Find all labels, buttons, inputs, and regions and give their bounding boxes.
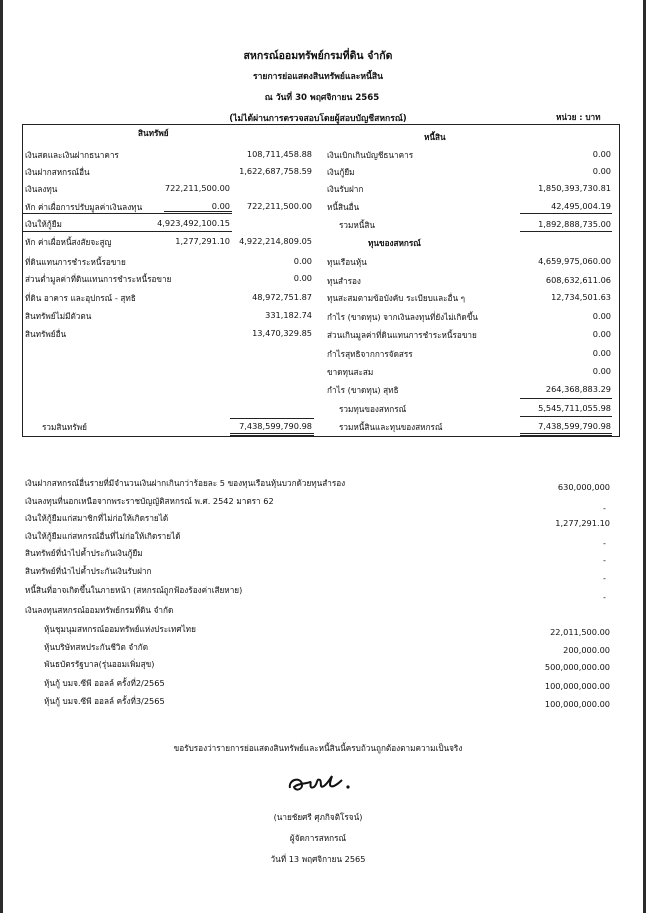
investment-row-value: 100,000,000.00	[544, 681, 610, 691]
total-equity-label: รวมทุนของสหกรณ์	[339, 404, 407, 414]
asset-row-label: เงินฝากสหกรณ์อื่น	[25, 167, 90, 177]
asset-row-value: 4,922,214,809.05	[239, 236, 312, 246]
note-label: เงินลงทุนที่นอกเหนือจากพระราชบัญญัติสหกรณ์ พ.ศ. 2542 มาตรา 62	[25, 496, 274, 506]
report-title: รายการย่อแสดงสินทรัพย์และหนี้สิน	[252, 72, 384, 82]
liability-row-label: หนี้สินอื่น	[327, 202, 360, 212]
report-date: ณ วันที่ 30 พฤศจิกายน 2565	[264, 93, 380, 103]
equity-row-label: ทุนสะสมตามข้อบังคับ ระเบียบและอื่น ๆ	[327, 293, 466, 303]
note-label: เงินให้กู้ยืมแก่สหกรณ์อื่นที่ไม่ก่อให้เกิดรายได้	[25, 531, 181, 541]
audit-note: (ไม่ได้ผ่านการตรวจสอบโดยผู้สอบบัญชีสหกรณ์)	[229, 114, 407, 124]
asset-row-value: 13,470,329.85	[252, 328, 312, 338]
asset-row-value: 0.00	[293, 256, 312, 266]
asset-row-value: 0.00	[293, 273, 312, 283]
total-assets-double-rule-2	[230, 435, 314, 436]
investment-row-label: หุ้นกู้ บมจ.ซีพี ออลล์ ครั้งที่3/2565	[44, 696, 165, 706]
asset-row-label: สินทรัพย์ไม่มีตัวตน	[25, 311, 92, 321]
liability-row-label: เงินกู้ยืม	[327, 167, 355, 177]
liabilities-heading: หนี้สิน	[424, 132, 446, 142]
investment-row-label: หุ้นบริษัทสหประกันชีวิต จำกัด	[44, 642, 149, 652]
equity-total-rule	[520, 398, 612, 399]
investment-row-label: พันธบัตรรัฐบาล(รุ่นออมเพิ่มสุข)	[44, 659, 155, 669]
table-bottom-rule	[22, 436, 620, 437]
equity-row-value: 0.00	[592, 348, 611, 358]
asset-row-subvalue: 0.00	[211, 201, 230, 211]
asset-row-label: หัก ค่าเผื่อหนี้สงสัยจะสูญ	[25, 237, 112, 247]
asset-row-label: ที่ดินแทนการชำระหนี้รอขาย	[25, 257, 126, 267]
equity-total-underline	[520, 416, 612, 417]
liability-row-value: 1,850,393,730.81	[538, 183, 611, 193]
investment-row-value: 200,000.00	[563, 645, 610, 655]
equity-row-value: 0.00	[592, 311, 611, 321]
total-equity-value: 5,545,711,055.98	[538, 403, 611, 413]
signature	[286, 770, 356, 796]
liability-row-label: เงินเบิกเกินบัญชีธนาคาร	[327, 150, 414, 160]
total-assets-top-rule	[230, 418, 314, 419]
note-label: หนี้สินที่อาจเกิดขึ้นในภายหน้า (สหกรณ์ถูกฟ้องร้องค่าเสียหาย)	[25, 585, 243, 595]
total-assets-double-rule-1	[230, 433, 314, 434]
total-liabilities-label: รวมหนี้สิน	[339, 220, 375, 230]
asset-row-label: เงินสดและเงินฝากธนาคาร	[25, 150, 119, 160]
equity-row-value: 608,632,611.06	[545, 275, 611, 285]
investment-row-value: 500,000,000.00	[544, 662, 610, 672]
asset-row-label: ที่ดิน อาคาร และอุปกรณ์ - สุทธิ	[25, 293, 136, 303]
equity-row-label: ทุนสำรอง	[327, 276, 361, 286]
certification-text: ขอรับรองว่ารายการย่อแสดงสินทรัพย์และหนี้สินนี้ครบถ้วนถูกต้องตามความเป็นจริง	[173, 743, 463, 753]
note-value: -	[603, 538, 606, 548]
asset-row-value: 1,622,687,758.59	[239, 166, 312, 176]
note-value: -	[603, 503, 606, 513]
table-top-rule	[22, 124, 619, 125]
sign-date: วันที่ 13 พฤศจิกายน 2565	[270, 854, 366, 864]
asset-row-subvalue: 1,277,291.10	[175, 236, 230, 246]
signer-name: (นายชัยศรี ศุภกิจติโรจน์)	[273, 812, 363, 822]
note-label: สินทรัพย์ที่นำไปค้ำประกันเงินกู้ยืม	[25, 548, 143, 558]
asset-row-label: หัก ค่าเผื่อการปรับมูลค่าเงินลงทุน	[25, 202, 143, 212]
equity-row-value: 4,659,975,060.00	[538, 256, 611, 266]
table-left-rule	[22, 124, 23, 436]
note-label: เงินฝากสหกรณ์อื่นรายที่มีจำนวนเงินฝากเกินกว่าร้อยละ 5 ของทุนเรือนหุ้นบวกด้วยทุนสำรอง	[25, 478, 346, 488]
investment-row-label: หุ้นกู้ บมจ.ซีพี ออลล์ ครั้งที่2/2565	[44, 678, 165, 688]
grand-total-value: 7,438,599,790.98	[538, 421, 611, 431]
equity-row-label: ส่วนเกินมูลค่าที่ดินแทนการชำระหนี้รอขาย	[327, 330, 477, 340]
asset-row-subvalue: 4,923,492,100.15	[157, 218, 230, 228]
equity-row-label: กำไร (ขาดทุน) สุทธิ	[327, 385, 399, 395]
asset-row-value: 48,972,751.87	[252, 292, 312, 302]
assets-heading: สินทรัพย์	[138, 128, 169, 138]
asset-row-label: เงินลงทุน	[25, 184, 58, 194]
equity-heading: ทุนของสหกรณ์	[368, 238, 421, 248]
total-assets-label: รวมสินทรัพย์	[42, 422, 87, 432]
asset-row-separator	[22, 213, 232, 214]
asset-row-label: ส่วนต่ำมูลค่าที่ดินแทนการชำระหนี้รอขาย	[25, 274, 172, 284]
note-label: สินทรัพย์ที่นำไปค้ำประกันเงินรับฝาก	[25, 566, 152, 576]
total-liabilities-value: 1,892,888,735.00	[538, 219, 611, 229]
asset-row-value: 722,211,500.00	[246, 201, 312, 211]
unit-label: หน่วย : บาท	[556, 112, 601, 122]
liability-row-value: 0.00	[592, 149, 611, 159]
liability-row-label: เงินรับฝาก	[327, 184, 364, 194]
asset-row-label: สินทรัพย์อื่น	[25, 329, 67, 339]
investment-row-label: หุ้นชุมนุมสหกรณ์ออมทรัพย์แห่งประเทศไทย	[44, 624, 196, 634]
asset-row-label: เงินให้กู้ยืม	[25, 219, 62, 229]
liability-row-value: 0.00	[592, 166, 611, 176]
grand-total-label: รวมหนี้สินและทุนของสหกรณ์	[339, 422, 443, 432]
asset-row-separator	[22, 231, 232, 232]
equity-row-value: 12,734,501.63	[551, 292, 611, 302]
liability-total-rule	[520, 213, 612, 214]
equity-row-value: 0.00	[592, 366, 611, 376]
investments-heading: เงินลงทุนสหกรณ์ออมทรัพย์กรมที่ดิน จำกัด	[25, 605, 174, 615]
grand-total-double-rule-2	[520, 435, 612, 436]
asset-subtotal-rule	[164, 211, 232, 212]
equity-row-label: กำไรสุทธิจากการจัดสรร	[327, 349, 413, 359]
note-value: -	[603, 573, 606, 583]
asset-row-value: 331,182.74	[265, 310, 312, 320]
note-label: เงินให้กู้ยืมแก่สมาชิกที่ไม่ก่อให้เกิดรายได้	[25, 513, 169, 523]
org-name: สหกรณ์ออมทรัพย์กรมที่ดิน จำกัด	[243, 50, 393, 62]
investment-row-value: 22,011,500.00	[550, 627, 610, 637]
asset-row-subvalue: 722,211,500.00	[164, 183, 230, 193]
equity-row-value: 264,368,883.29	[545, 384, 611, 394]
equity-row-label: กำไร (ขาดทุน) จากเงินลงทุนที่ยังไม่เกิดขึ้น	[327, 312, 478, 322]
note-value: -	[603, 592, 606, 602]
signer-title: ผู้จัดการสหกรณ์	[289, 833, 347, 843]
equity-row-label: ขาดทุนสะสม	[327, 367, 374, 377]
page-border-left	[0, 0, 3, 913]
equity-row-label: ทุนเรือนหุ้น	[327, 257, 367, 267]
grand-total-double-rule-1	[520, 433, 612, 434]
asset-row-value: 108,711,458.88	[246, 149, 312, 159]
note-value: 1,277,291.10	[555, 518, 610, 528]
liability-row-value: 42,495,004.19	[551, 201, 611, 211]
liability-total-underline	[520, 231, 612, 232]
equity-row-value: 0.00	[592, 329, 611, 339]
investment-row-value: 100,000,000.00	[544, 699, 610, 709]
note-value: 630,000,000	[557, 482, 610, 492]
total-assets-value: 7,438,599,790.98	[239, 421, 312, 431]
note-value: -	[603, 555, 606, 565]
table-right-rule	[619, 124, 620, 436]
